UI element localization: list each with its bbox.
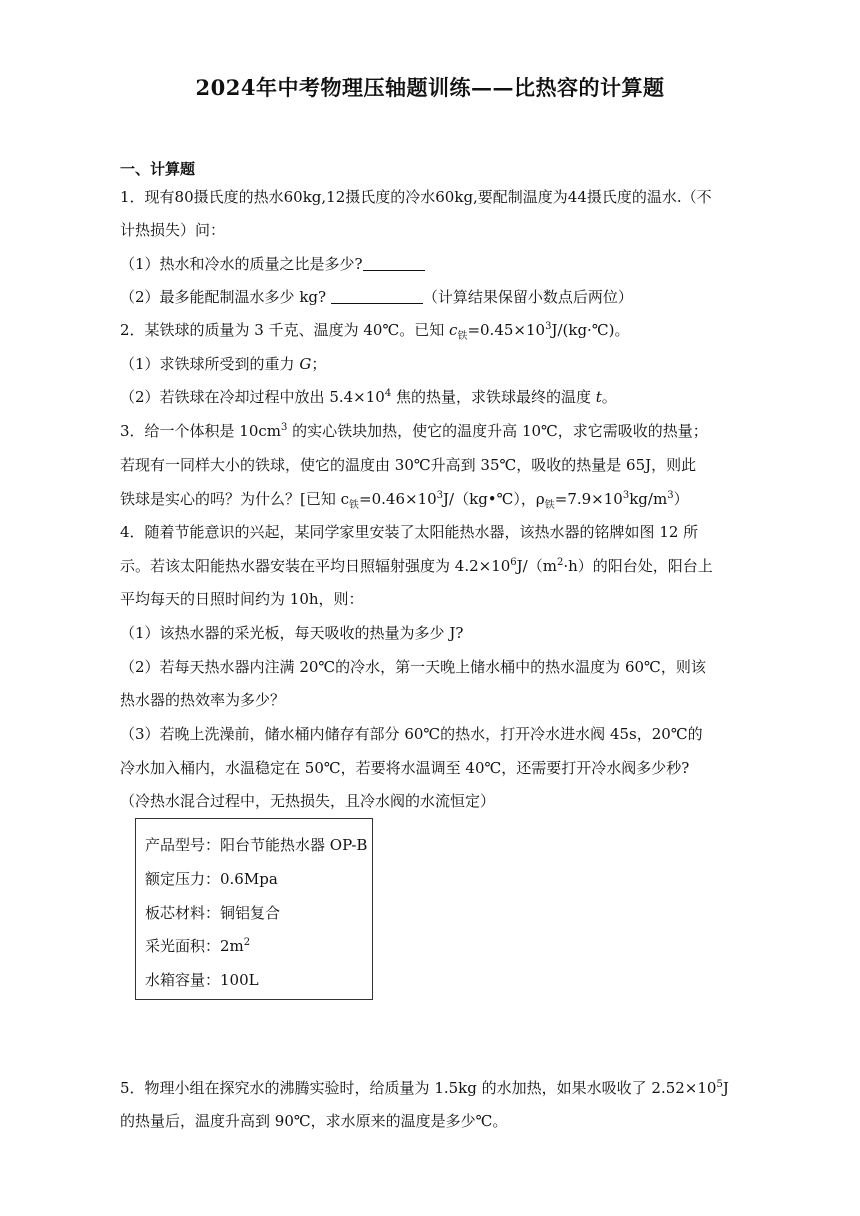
page-title: 2024年中考物理压轴题训练——比热容的计算题 — [195, 75, 665, 100]
q2-symbol-g: G — [299, 355, 312, 373]
q3-line-3 — [120, 489, 740, 509]
q2-part-2-text-b: 焦的热量，求铁球最终的温度 — [391, 388, 596, 406]
q2-line-1 — [120, 320, 740, 340]
q2-part-2 — [120, 387, 740, 407]
q5-line-1 — [120, 1078, 740, 1098]
q2-part-2-end: 。 — [601, 388, 617, 406]
nameplate-capacity: 水箱容量：100L — [145, 971, 259, 989]
q3-l3-exp-3: 3 — [667, 490, 674, 501]
q4-part-1: （1）该热水器的采光板，每天吸收的热量为多少 J? — [120, 624, 464, 642]
q4-part-2-b: 热水器的热效率为多少？ — [120, 691, 286, 709]
q3-l3-sub-1: 铁 — [349, 500, 360, 511]
q3-line-1 — [120, 421, 740, 441]
q2-subscript: 铁 — [457, 331, 468, 342]
q1-line-1: 1．现有80摄氏度的热水60kg,12摄氏度的冷水60kg,要配制温度为44摄氏度的温水.（不 — [120, 188, 712, 206]
q4-line-3: 平均每天的日照时间约为 10h，则： — [120, 590, 364, 608]
q4-part-2-a: （2）若每天热水器内注满 20℃的冷水，第一天晚上储水桶中的热水温度为 60℃，则该 — [120, 658, 706, 676]
q1-part-1-text: （1）热水和冷水的质量之比是多少? — [120, 255, 363, 273]
q2-part-1 — [120, 354, 740, 374]
q4-part-3-a: （3）若晚上洗澡前，储水桶内储存有部分 60℃的热水，打开冷水进水阀 45s，20℃的 — [120, 725, 703, 743]
q4-line-1: 4．随着节能意识的兴起，某同学家里安装了太阳能热水器，该热水器的铭牌如图 12 所 — [120, 523, 699, 541]
q5-line-2: 的热量后，温度升高到 90℃，求水原来的温度是多少℃。 — [120, 1112, 508, 1130]
nameplate-area-text: 采光面积：2m — [145, 937, 244, 955]
q2-text-b: =0.45×10 — [467, 321, 546, 339]
q1-part-2 — [120, 287, 740, 307]
q3-l3-f: ） — [673, 490, 689, 508]
q3-l3-c: J/（kg•℃），ρ — [443, 490, 545, 508]
q2-symbol-c: c — [449, 321, 458, 339]
q3-text-b: 的实心铁块加热，使它的温度升高 10℃，求它需吸收的热量； — [287, 422, 708, 440]
q4-l2-exp-2: 2 — [556, 557, 564, 568]
q4-l2-a: 示。若该太阳能热水器安装在平均日照辐射强度为 4.2×10 — [120, 557, 511, 575]
q1-line-2: 计热损失）问： — [120, 221, 226, 239]
q3-l3-e: kg/m — [629, 490, 668, 508]
q3-exponent: 3 — [281, 422, 288, 433]
q2-part-1-end: ； — [311, 355, 327, 373]
q3-l3-b: =0.46×10 — [359, 490, 437, 508]
q5-l1-b: J — [722, 1079, 729, 1097]
q2-part-2-exponent: 4 — [384, 388, 392, 399]
q2-text-c: J/(kg·℃)。 — [551, 321, 630, 339]
nameplate-area — [145, 936, 250, 956]
q4-l2-b: J/（m — [516, 557, 557, 575]
q4-line-2 — [120, 556, 740, 576]
nameplate-area-exp: 2 — [243, 937, 251, 948]
q3-text-a: 3．给一个体积是 10cm — [120, 422, 282, 440]
q4-part-3-c: （冷热水混合过程中，无热损失，且冷水阀的水流恒定） — [120, 792, 496, 810]
q5-l1-a: 5．物理小组在探究水的沸腾实验时，给质量为 1.5kg 的水加热，如果水吸收了 2.52×10 — [120, 1079, 717, 1097]
nameplate-pressure: 额定压力：0.6Mpa — [145, 870, 278, 888]
answer-blank-1[interactable] — [363, 255, 425, 271]
section-heading: 一、计算题 — [120, 160, 196, 178]
q4-l2-c: ·h）的阳台处，阳台上 — [563, 557, 713, 575]
q4-l2-exp: 6 — [510, 557, 517, 568]
q1-part-2-note: （计算结果保留小数点后两位） — [422, 288, 633, 306]
q1-part-1 — [120, 254, 740, 274]
nameplate-model: 产品型号：阳台节能热水器 OP-B — [145, 836, 368, 854]
q2-part-2-text-a: （2）若铁球在冷却过程中放出 5.4×10 — [120, 388, 385, 406]
q3-l3-exp-1: 3 — [436, 490, 444, 501]
answer-blank-2[interactable] — [331, 288, 423, 304]
q1-part-2-text: （2）最多能配制温水多少 kg? — [120, 288, 331, 306]
nameplate-material: 板芯材料：铜铝复合 — [145, 904, 281, 922]
heater-nameplate — [135, 818, 373, 1000]
q2-part-1-text: （1）求铁球所受到的重力 — [120, 355, 300, 373]
q2-text-a: 2．某铁球的质量为 3 千克、温度为 40℃。已知 — [120, 321, 450, 339]
q3-l3-d: =7.9×10 — [554, 490, 623, 508]
q2-symbol-t: t — [595, 388, 602, 406]
q2-exponent: 3 — [545, 321, 552, 332]
q3-l3-exp-2: 3 — [622, 490, 630, 501]
q4-part-3-b: 冷水加入桶内，水温稳定在 50℃，若要将水温调至 40℃，还需要打开冷水阀多少秒? — [120, 759, 690, 777]
q3-l3-sub-2: 铁 — [544, 500, 555, 511]
q5-l1-exp: 5 — [716, 1079, 723, 1090]
q3-l3-a: 铁球是实心的吗？为什么？[已知 c — [120, 490, 350, 508]
q3-line-2: 若现有一同样大小的铁球，使它的温度由 30℃升高到 35℃，吸收的热量是 65J，则此 — [120, 456, 697, 474]
